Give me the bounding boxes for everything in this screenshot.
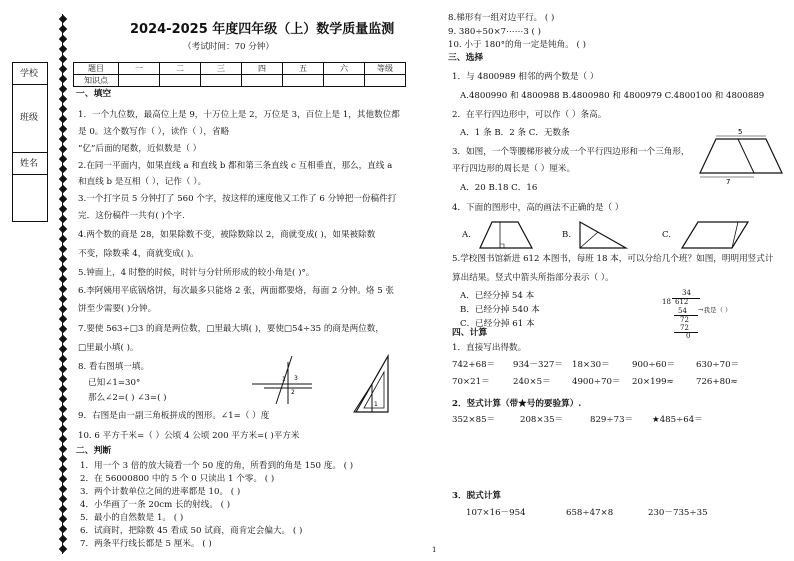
trapezoid-figure [698,128,788,186]
binding-diamond [59,375,67,383]
choice-5-option-a: A．已经分掉 54 本 [460,291,535,301]
division-quotient: 34 [682,289,691,297]
binding-diamond [59,255,67,263]
trapezoid-top-label: 5 [738,128,743,136]
choice-2-options: A．1 条 B．2 条 C．无数条 [460,128,570,138]
binding-diamond [59,235,67,243]
choice-3: 3．如图，一个等腰梯形被分成一个平行四边形和一个三角形， [452,147,690,157]
binding-diamond [59,545,67,553]
binding-diamond [59,265,67,273]
judge-3: 3．两个计数单位之间的进率都是 10。 ( ) [80,487,241,497]
choice-5-option-c: C．已经分掉 61 本 [460,319,535,329]
binding-diamond [59,495,67,503]
vertical-calc-item: 829÷73＝ [590,415,634,425]
info-divider [12,152,48,153]
binding-diamond [59,35,67,43]
choice-5: 算出结果。竖式中箭头所指部分表示（ ）。 [452,273,614,283]
question-3: 3.一个打字员 5 分钟打了 560 个字，按这样的速度他又工作了 6 分钟把一份稿件打 [78,194,397,204]
binding-diamond [59,285,67,293]
binding-diamond [59,475,67,483]
choice-2: 2．在平行四边形中，可以作（ ）条高。 [452,110,607,120]
division-step: 72 [680,316,689,324]
binding-diamond [59,85,67,93]
svg-text:1: 1 [374,401,378,408]
binding-diamond [59,305,67,313]
binding-diamond [59,205,67,213]
score-cell[interactable] [283,75,324,87]
choice-3: 平行四边形的周长是（ ）厘米。 [452,164,576,174]
judge-7: 7．两条平行线长都是 5 厘米。 ( ) [80,539,212,549]
binding-diamond [59,95,67,103]
height-figure-a [478,220,534,250]
question-4: 不变，除数乘 4，商就变成( )。 [78,249,199,259]
question-9: 9．右图是由一副三角板拼成的图形。∠1=（ ）度 [78,411,270,421]
choice-4: 4．下面的图形中，高的画法不正确的是（ ） [452,203,624,213]
oral-calc-item: 726+80≈ [696,377,738,387]
binding-diamond [59,55,67,63]
binding-diamond [59,455,67,463]
division-step: 54 [678,307,687,315]
binding-diamond [59,385,67,393]
division-divisor: 18 [662,298,671,306]
svg-text:3: 3 [294,375,298,382]
binding-diamond [59,165,67,173]
info-divider [12,174,48,175]
height-figure-c [680,220,750,250]
binding-diamond [59,405,67,413]
score-row-label: 知识点 [74,75,119,87]
binding-diamond [59,335,67,343]
choice-5: 5.学校图书馆新进 612 本图书，每班 18 本，可以分给几个班？如图，明明用竖式计 [452,254,774,264]
calc-mixed: 3．脱式计算 [452,491,501,501]
binding-diamond [59,515,67,523]
question-2: 2.在同一平面内，如果直线 a 和直线 b 都和第三条直线 c 互相垂直，那么，直线 a [78,161,393,171]
binding-diamond [59,25,67,33]
binding-diamond [59,15,67,23]
student-info-box [12,62,48,222]
binding-diamond [59,125,67,133]
binding-diamond [59,365,67,373]
binding-diamond [59,145,67,153]
judge-9: 9. 380÷50×7⋯⋯3 ( ) [448,27,541,37]
binding-diamond [59,535,67,543]
question-4: 4.两个数的商是 28，如果除数不变，被除数除以 2，商就变成( )，如果被除数 [78,230,376,240]
binding-diamond [59,525,67,533]
binding-diamond [59,65,67,73]
vertical-calc-item: ★485÷64＝ [652,415,703,425]
vertical-calc-item: 208×35＝ [520,415,564,425]
score-header: 三 [201,63,242,75]
binding-diamond [59,395,67,403]
binding-diamond [59,445,67,453]
score-cell[interactable] [119,75,160,87]
question-1: 1．一个九位数，最高位上是 9，十万位上是 2，万位是 3，百位上是 1，其他数位都 [78,110,400,120]
binding-diamond [59,185,67,193]
binding-diamond [59,295,67,303]
name-label: 姓名 [19,159,38,169]
calc-vertical: 2．竖式计算（带★号的要验算）. [452,399,582,409]
question-1: 是 0。这个数写作（ ），读作（ ），省略 [78,127,230,137]
trapezoid-bottom-label: 7 [726,178,731,186]
choice-4-option-a: A. [462,230,471,240]
oral-calc-item: 18×30＝ [572,360,610,370]
binding-diamond [59,215,67,223]
binding-diamond [59,175,67,183]
binding-diamond [59,195,67,203]
question-7: 7.要使 563÷□3 的商是两位数，□里最大填( )，要使□54÷35 的商是两位数， [78,324,384,334]
binding-diamond [59,115,67,123]
binding-diamond [59,485,67,493]
binding-diamond [59,45,67,53]
page-number: 1 [432,546,437,554]
oral-calc-item: 70×21＝ [452,377,490,387]
section-choice: 三、选择 [448,53,484,63]
question-8-given: 已知∠1=30° [88,378,141,388]
binding-diamond [59,465,67,473]
question-5: 5.钟面上，4 时整的时候，时针与分针所形成的较小角是( )°。 [78,268,315,278]
question-8-answers: 那么∠2=( ) ∠3=( ) [88,393,167,403]
judge-8: 8.梯形有一组对边平行。 ( ) [448,13,555,23]
score-header: 等级 [365,63,406,75]
oral-calc-item: 742+68＝ [452,360,496,370]
score-header: 五 [283,63,324,75]
question-10: 10. 6 平方千米=（ ）公顷 4 公顷 200 平方米=( )平方米 [78,431,300,441]
exam-duration: （考试时间：70 分钟） [183,42,275,52]
score-header: 一 [119,63,160,75]
binding-diamond [59,345,67,353]
class-label: 班级 [19,113,38,123]
svg-text:1: 1 [282,376,286,383]
choice-5-option-b: B．已经分掉 540 本 [460,305,540,315]
binding-diamond [59,505,67,513]
calc-direct: 1．直接写出得数。 [452,343,527,353]
choice-1: 1．与 4800989 相邻的两个数是（ ） [452,72,599,82]
judge-6: 6．试商时，把除数 45 看成 50 试商，商肯定会偏大。 ( ) [80,526,303,536]
question-6: 饼至少需要( )分钟。 [78,304,157,314]
score-header: 二 [160,63,201,75]
angle-figure [252,356,312,404]
binding-diamond [59,325,67,333]
binding-diamond [59,425,67,433]
oral-calc-item: 900÷60＝ [632,360,676,370]
question-3: 完．这份稿件一共有( )个字. [78,211,185,221]
division-remainder: 0 [686,332,691,340]
info-divider [12,84,48,85]
oral-calc-item: 630÷70＝ [696,360,740,370]
height-figure-b [578,220,628,250]
score-cell[interactable] [160,75,201,87]
division-arrow-label: →我是（ ） [698,306,732,314]
score-cell[interactable] [324,75,365,87]
question-2: 和直线 b 是互相（ ），记作（ ）。 [78,177,207,187]
choice-4-option-b: B. [562,230,572,240]
division-dividend: 612 [675,298,689,306]
question-6: 6.李阿姨用平底锅烙饼，每次最多只能烙 2 张，两面都要烙，每面 2 分钟。烙 5 张 [78,286,394,296]
judge-4: 4．小华画了一条 20cm 长的射线。 ( ) [80,500,231,510]
score-header: 六 [324,63,365,75]
binding-diamond [59,315,67,323]
choice-4-option-c: C. [662,230,672,240]
set-square-figure [352,354,392,414]
choice-1-options: A.4800990 和 4800988 B.4800980 和 4800979 C.4800100 和 4800889 [460,91,765,101]
choice-3-options: A．20 B.18 C．16 [460,183,538,193]
score-cell[interactable] [201,75,242,87]
question-1: “亿”后面的尾数，近似数是（ ） [78,144,202,154]
binding-diamond [59,245,67,253]
exam-title: 2024-2025 年度四年级（上）数学质量监测 [130,22,395,37]
binding-diamond [59,135,67,143]
judge-2: 2．在 56000800 中的 5 个 0 只读出 1 个零。 ( ) [80,474,275,484]
vertical-calc-item: 352×85＝ [452,415,496,425]
mixed-calc-item: 230－735÷35 [648,508,708,518]
judge-1: 1．用一个 3 倍的放大镜看一个 50 度的角，所看到的角是 150 度。 ( ) [80,461,354,471]
oral-calc-item: 934－327＝ [513,360,563,370]
binding-diamond [59,415,67,423]
score-header: 题目 [74,63,119,75]
mixed-calc-item: 658÷47×8 [566,508,614,518]
section-judge: 二、判断 [76,446,112,456]
score-cell[interactable] [242,75,283,87]
section-calc: 四、计算 [452,328,488,338]
score-header: 四 [242,63,283,75]
score-cell[interactable] [365,75,406,87]
oral-calc-item: 4900÷70＝ [572,377,621,387]
binding-diamond [59,435,67,443]
oral-calc-item: 20×199≈ [632,377,674,387]
binding-diamond [59,75,67,83]
binding-diamond [59,105,67,113]
section-fill: 一、填空 [76,89,112,99]
svg-text:2: 2 [291,389,295,396]
mixed-calc-item: 107×16－954 [466,508,526,518]
oral-calc-item: 240×5＝ [513,377,551,387]
question-7: □里最小填( )。 [78,343,139,353]
school-label: 学校 [19,69,38,79]
binding-diamond [59,155,67,163]
binding-diamond [59,355,67,363]
binding-diamond [59,225,67,233]
binding-diamond [59,275,67,283]
judge-10: 10. 小于 180°的角一定是钝角。 ( ) [448,40,586,50]
score-table [73,62,406,87]
question-8: 8. 看右图填一填。 [78,362,150,372]
judge-5: 5．最小的自然数是 1。 ( ) [80,513,184,523]
division-step: 72 [680,324,689,332]
